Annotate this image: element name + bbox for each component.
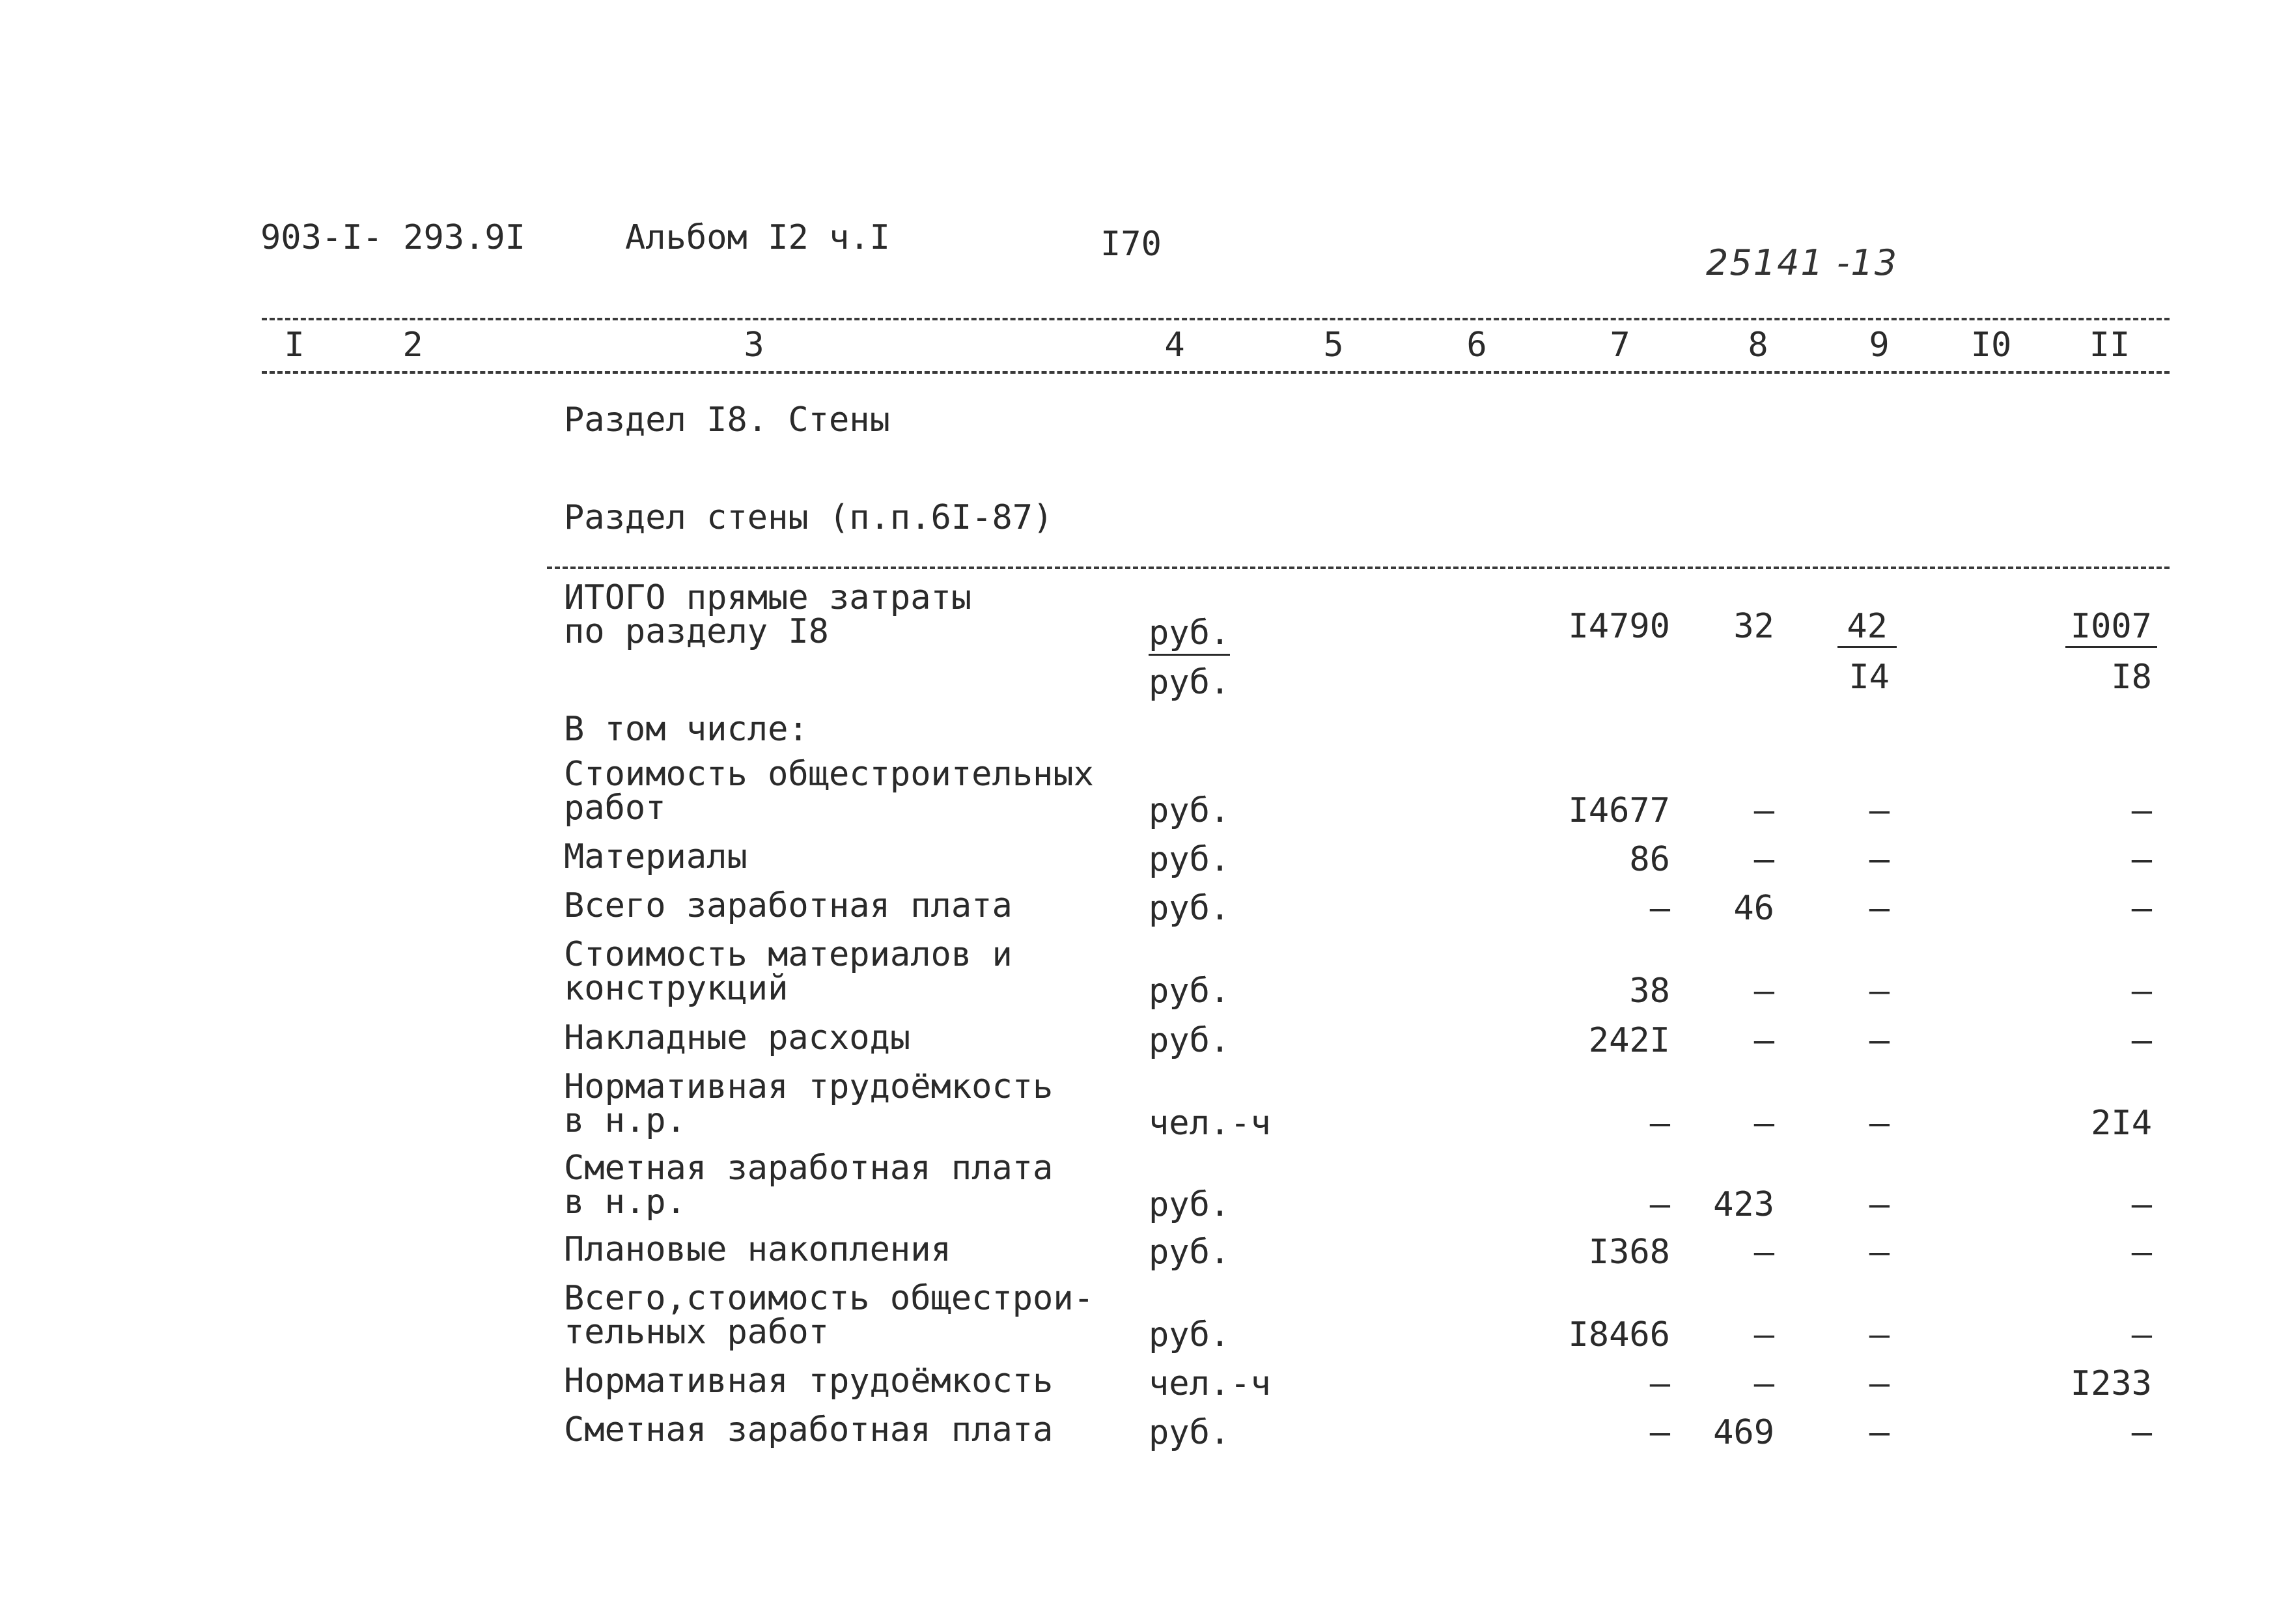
- section-subtitle: Раздел стены (п.п.6I-87): [564, 498, 1054, 537]
- total-col11-top-value: I007: [2065, 607, 2157, 648]
- section-title: Раздел I8. Стены: [564, 400, 890, 440]
- row-c8-value: –: [1753, 1364, 1774, 1403]
- column-number-6: 6: [1466, 326, 1487, 365]
- row-label: Нормативная трудоёмкость в н.р.: [564, 1067, 1054, 1140]
- row-c8-value: –: [1753, 840, 1774, 879]
- row-c8-value: –: [1753, 791, 1774, 830]
- row-c8-value: –: [1753, 972, 1774, 1011]
- row-c9-value: –: [1869, 1185, 1890, 1224]
- row-label: Нормативная трудоёмкость: [564, 1362, 1054, 1401]
- row-unit: чел.-ч: [1149, 1104, 1271, 1143]
- row-c8-value: –: [1753, 1021, 1774, 1060]
- row-c9-value: –: [1869, 1021, 1890, 1060]
- row-c9-value: –: [1869, 1315, 1890, 1354]
- page-number: I70: [1100, 225, 1162, 264]
- column-number-10: I0: [1970, 326, 2012, 365]
- total-col8: 32: [1733, 607, 1774, 646]
- row-label: Сметная заработная плата: [564, 1410, 1054, 1449]
- row-label: Стоимость общестроительных работ: [564, 755, 1094, 828]
- row-c8-value: 423: [1713, 1185, 1774, 1224]
- row-c7-value: I4677: [1568, 791, 1670, 830]
- total-col7: I4790: [1568, 607, 1670, 646]
- total-unit-top: руб.: [1149, 613, 1230, 656]
- column-number-5: 5: [1323, 326, 1344, 365]
- row-c7-value: I8466: [1568, 1315, 1670, 1354]
- row-c11-value: –: [2131, 1185, 2152, 1224]
- header-top-rule: [262, 318, 2170, 320]
- row-unit: руб.: [1149, 1185, 1231, 1224]
- row-label: Сметная заработная плата в н.р.: [564, 1149, 1054, 1222]
- row-c11-value: I233: [2070, 1364, 2152, 1403]
- total-col11-top: [2065, 607, 2157, 646]
- row-c7-value: 38: [1629, 972, 1670, 1011]
- row-c8-value: –: [1753, 1104, 1774, 1143]
- row-unit: руб.: [1149, 1233, 1231, 1272]
- row-c7-value: 242I: [1588, 1021, 1670, 1060]
- row-unit: руб.: [1149, 1315, 1231, 1354]
- row-c11-value: –: [2131, 889, 2152, 928]
- row-c11-value: –: [2131, 1233, 2152, 1272]
- section-rule: [547, 567, 2170, 569]
- row-c9-value: –: [1869, 1233, 1890, 1272]
- column-number-8: 8: [1748, 326, 1768, 365]
- row-c9-value: –: [1869, 1413, 1890, 1452]
- column-number-2: 2: [402, 326, 423, 365]
- row-c8-value: –: [1753, 1233, 1774, 1272]
- row-c7-value: –: [1649, 1364, 1670, 1403]
- row-label: Всего,стоимость общестрои- тельных работ: [564, 1279, 1094, 1352]
- row-label: Накладные расходы: [564, 1018, 911, 1057]
- total-col9-top: [1837, 607, 1897, 646]
- row-c11-value: –: [2131, 1315, 2152, 1354]
- row-label: Всего заработная плата: [564, 886, 1012, 925]
- including-label: В том числе:: [564, 710, 809, 749]
- row-c11-value: 2I4: [2091, 1104, 2152, 1143]
- column-number-9: 9: [1869, 326, 1890, 365]
- row-c8-value: –: [1753, 1315, 1774, 1354]
- row-c11-value: –: [2131, 972, 2152, 1011]
- row-label: Стоимость материалов и конструкций: [564, 935, 1012, 1008]
- row-unit: руб.: [1149, 1021, 1231, 1060]
- row-c7-value: –: [1649, 1413, 1670, 1452]
- row-c11-value: –: [2131, 840, 2152, 879]
- row-c7-value: –: [1649, 889, 1670, 928]
- total-col9-bottom: I4: [1849, 658, 1890, 697]
- column-number-1: I: [284, 326, 305, 365]
- total-col9-top-value: 42: [1837, 607, 1897, 648]
- row-unit: руб.: [1149, 889, 1231, 928]
- row-c11-value: –: [2131, 791, 2152, 830]
- row-c8-value: 469: [1713, 1413, 1774, 1452]
- row-c9-value: –: [1869, 972, 1890, 1011]
- row-unit: руб.: [1149, 1413, 1231, 1452]
- column-number-11: II: [2089, 326, 2130, 365]
- row-c9-value: –: [1869, 840, 1890, 879]
- total-label: ИТОГО прямые затраты по разделу I8: [564, 578, 972, 651]
- row-unit: руб.: [1149, 791, 1231, 830]
- album-label: Альбом I2 ч.I: [625, 218, 890, 257]
- row-c9-value: –: [1869, 1104, 1890, 1143]
- column-number-4: 4: [1164, 326, 1185, 365]
- row-c7-value: I368: [1588, 1233, 1670, 1272]
- column-number-3: 3: [744, 326, 764, 365]
- row-unit: руб.: [1149, 972, 1231, 1011]
- row-c7-value: –: [1649, 1185, 1670, 1224]
- row-c11-value: –: [2131, 1021, 2152, 1060]
- total-col11-bottom: I8: [2111, 658, 2152, 697]
- row-c9-value: –: [1869, 1364, 1890, 1403]
- row-c11-value: –: [2131, 1413, 2152, 1452]
- row-c9-value: –: [1869, 791, 1890, 830]
- row-c7-value: 86: [1629, 840, 1670, 879]
- total-unit-bottom: руб.: [1149, 663, 1231, 702]
- row-c9-value: –: [1869, 889, 1890, 928]
- row-unit: руб.: [1149, 840, 1231, 879]
- document-code: 903-I- 293.9I: [260, 218, 525, 257]
- row-label: Плановые накопления: [564, 1230, 951, 1269]
- row-unit: чел.-ч: [1149, 1364, 1271, 1403]
- header-bottom-rule: [262, 371, 2170, 374]
- handwritten-number: 25141 -13: [1706, 242, 1899, 283]
- row-c7-value: –: [1649, 1104, 1670, 1143]
- column-number-7: 7: [1610, 326, 1630, 365]
- row-c8-value: 46: [1733, 889, 1774, 928]
- row-label: Материалы: [564, 837, 747, 876]
